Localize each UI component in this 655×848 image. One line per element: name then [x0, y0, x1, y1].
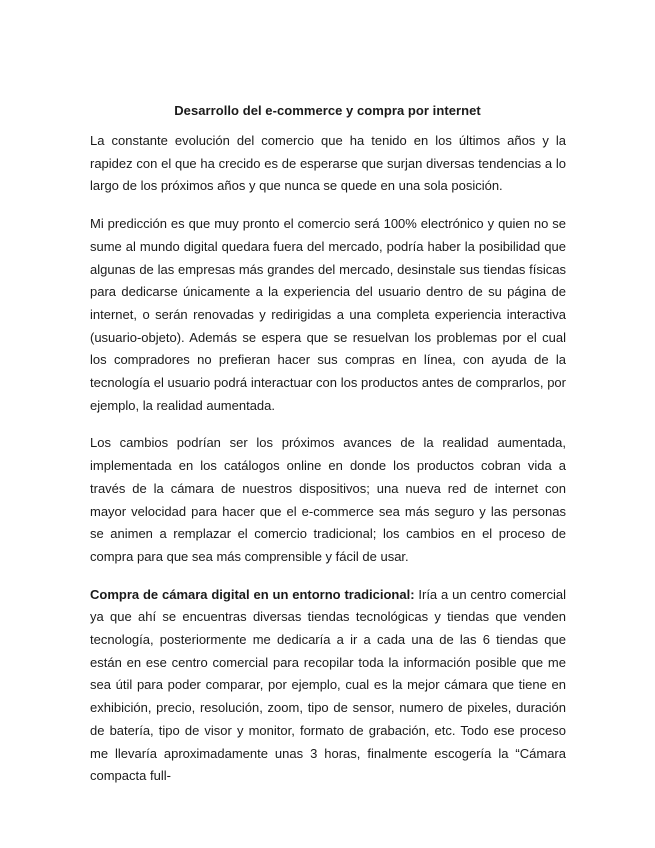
paragraph-camera-purchase [90, 584, 566, 788]
section-text: Iría a un centro comercial ya que ahí se encuentras diversas tiendas tecnológicas y tiendas que venden tecnología, posteriormente me dedicaría a ir a cada una de las 6 tiendas que están en ese centro comercial para recopilar toda la información posible que me sea útil para poder comparar, por ejemplo, cual es la mejor cámara que tiene en exhibición, precio, resolución, zoom, tipo de sensor, numero de pixeles, duración de batería, tipo de visor y monitor, formato de grabación, etc. Todo ese proceso me llevaría aproximadamente unas 3 horas, finalmente escogería la “Cámara compacta full- [90, 586, 566, 784]
paragraph-changes: Los cambios podrían ser los próximos avances de la realidad aumentada, implementada en los catálogos online en donde los productos cobran vida a través de la cámara de nuestros dispositivos; una nueva red de internet con mayor velocidad para hacer que el e-commerce sea más seguro y las personas se animen a remplazar el comercio tradicional; los cambios en el proceso de compra para que sea más comprensible y fácil de usar. [90, 435, 566, 564]
paragraph-intro: La constante evolución del comercio que ha tenido en los últimos años y la rapidez con el que ha crecido es de esperarse que surjan diversas tendencias a lo largo de los próximos años y que nunca se quede en una sola posición. [90, 133, 566, 194]
paragraph-prediction: Mi predicción es que muy pronto el comercio será 100% electrónico y quien no se sume al mundo digital quedara fuera del mercado, podría haber la posibilidad que algunas de las empresas más grandes del mercado, desinstale sus tiendas físicas para dedicarse únicamente a la experiencia del usuario dentro de su página de internet, o serán renovadas y redirigidas a una completa experiencia interactiva (usuario-objeto). Además se espera que se resuelvan los problemas por el cual los compradores no prefieran hacer sus compras en línea, con ayuda de la tecnología el usuario podrá interactuar con los productos antes de comprarlos, por ejemplo, la realidad aumentada. [90, 216, 566, 413]
document-title: Desarrollo del e-commerce y compra por internet [174, 103, 481, 118]
document-body [90, 130, 566, 803]
section-heading: Compra de cámara digital en un entorno tradicional: [90, 586, 415, 602]
